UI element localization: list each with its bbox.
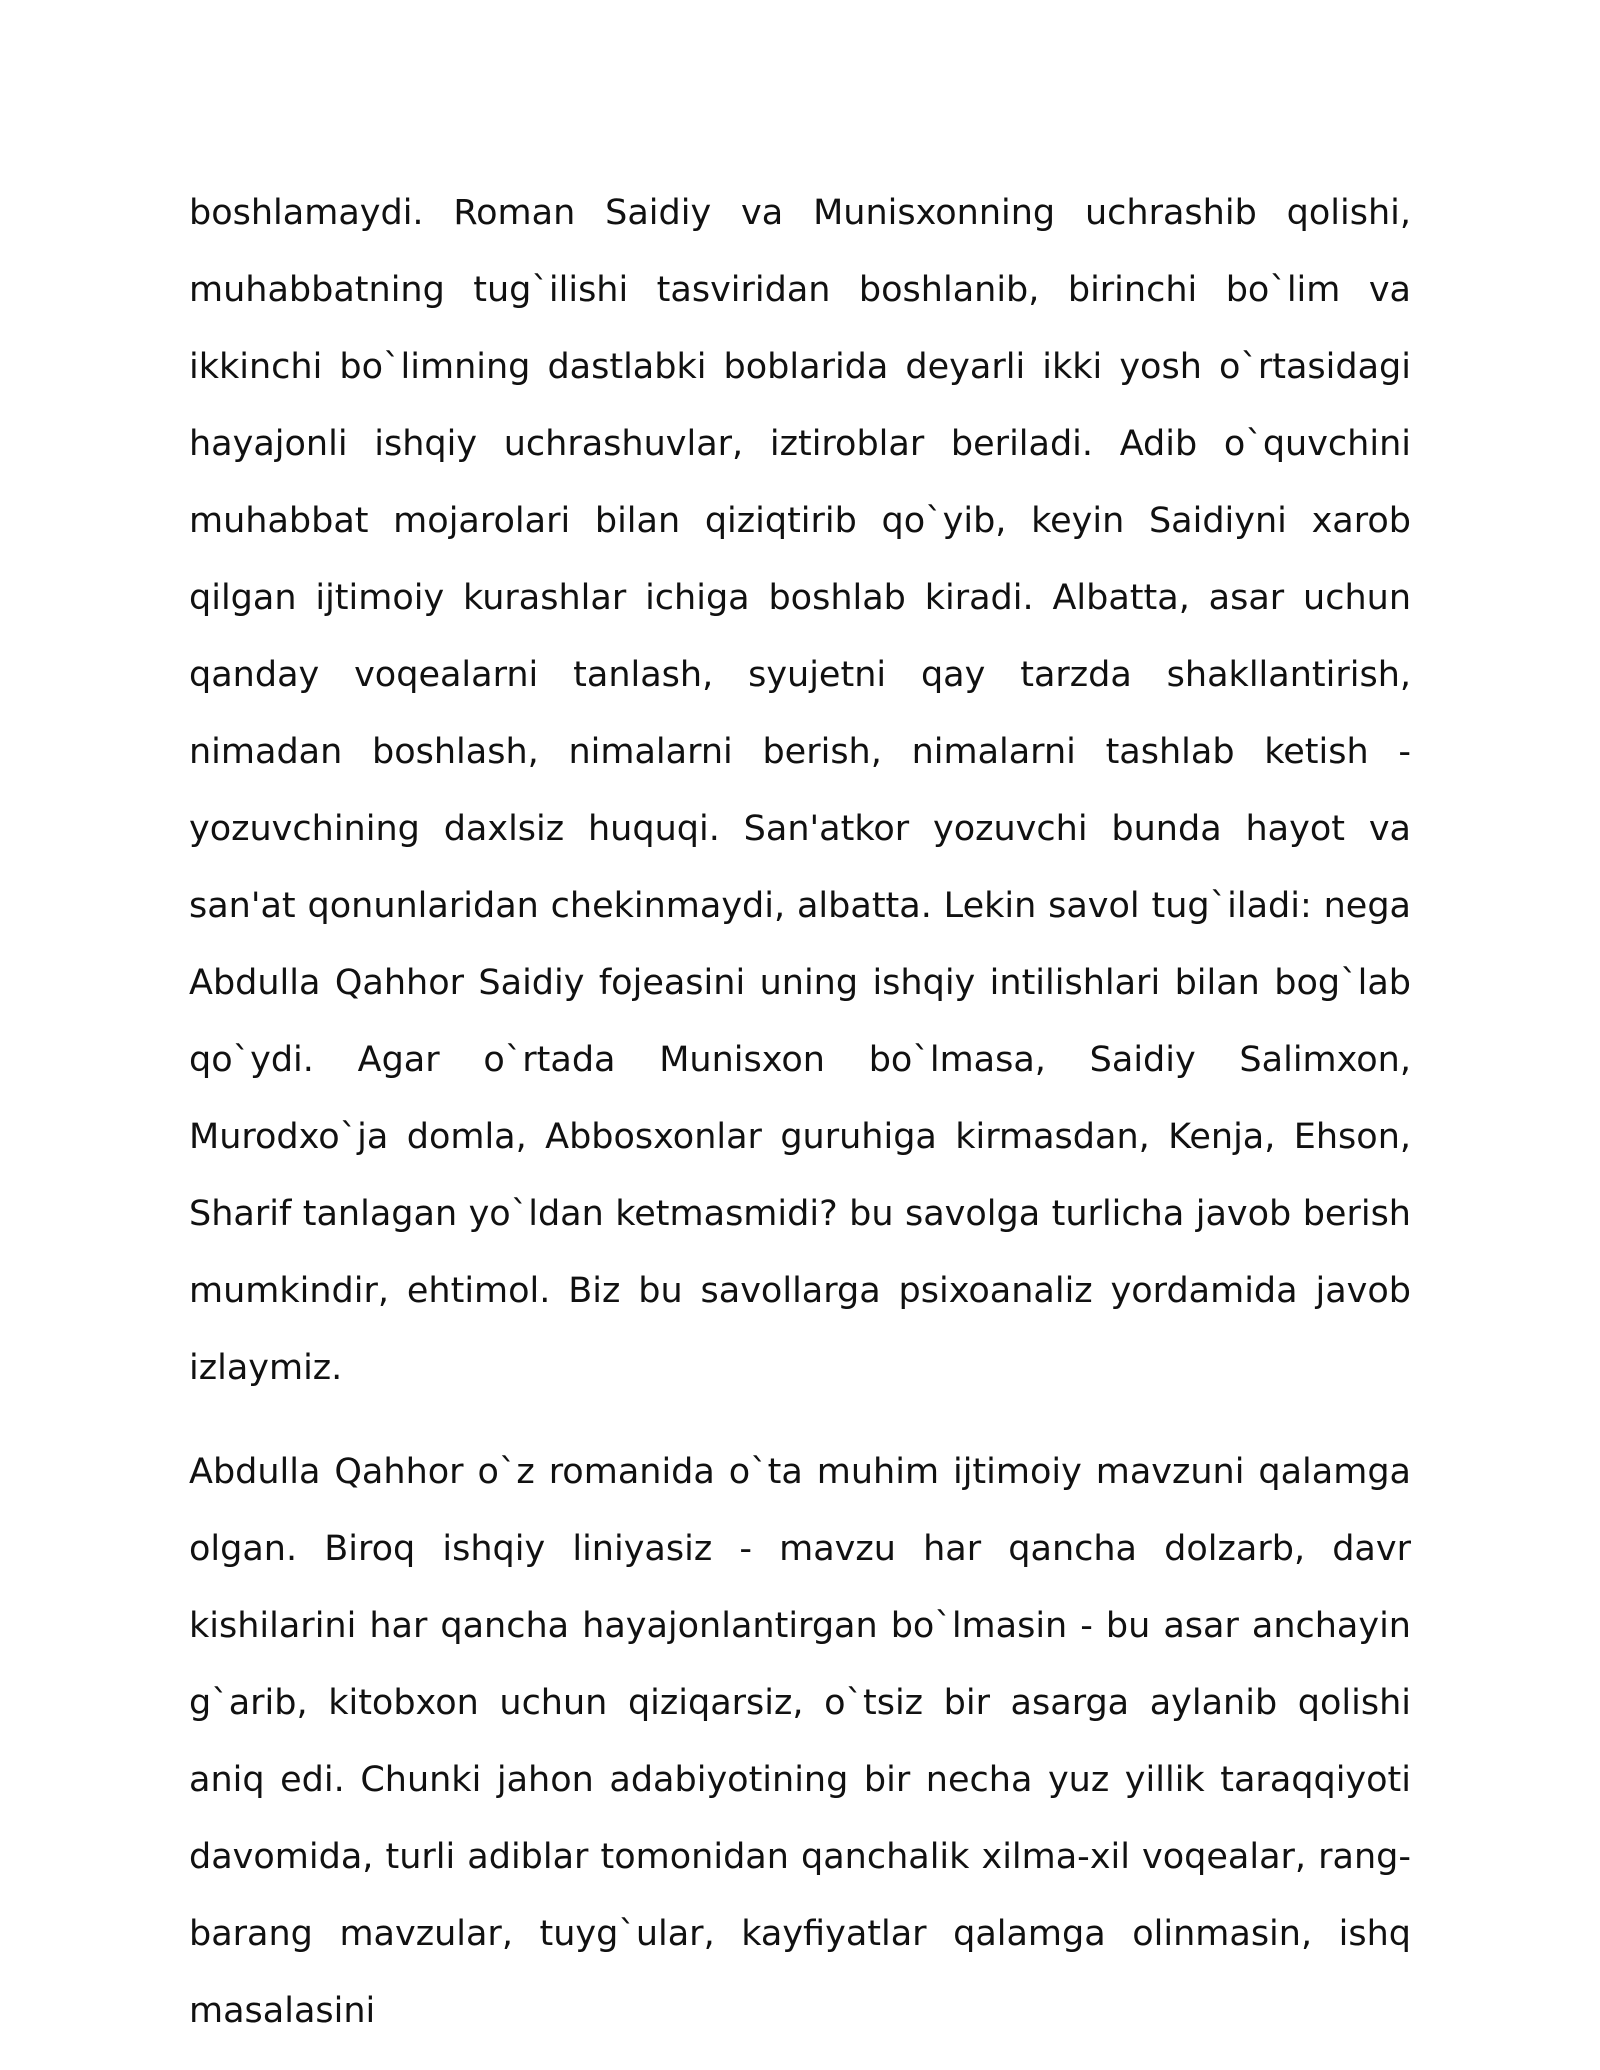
paragraph-1: boshlamaydi. Roman Saidiy va Munisxonning uchrashib qolishi, muhabbatning tug`ilishi tasviridan boshlanib, birinchi bo`lim va ikkinchi bo`limning dastlabki boblarida deyarli ikki yosh o`rtasidagi hayajonli ishqiy uchrashuvlar, iztiroblar beriladi. Adib o`quvchini muhabbat mojarolari bilan qiziqtirib qo`yib, keyin Saidiyni xarob qilgan ijtimoiy kurashlar ichiga boshlab kiradi. Albatta, asar uchun qanday voqealarni tanlash, syujetni qay tarzda shakllantirish, nimadan boshlash, nimalarni berish, nimalarni tashlab ketish - yozuvchining daxlsiz huquqi. San'atkor yozuvchi bunda hayot va san'at qonunlaridan chekinmaydi, albatta. Lekin savol tug`iladi: nega Abdulla Qahhor Saidiy fojeasini uning ishqiy intilishlari bilan bog`lab qo`ydi. Agar o`rtada Munisxon bo`lmasa, Saidiy Salimxon, Murodxo`ja domla, Abbosxonlar guruhiga kirmasdan, Kenja, Ehson, Sharif tanlagan yo`ldan ketmasmidi? bu savolga turlicha javob berish mumkindir, ehtimol. Biz bu savollarga psixoanaliz yordamida javob izlaymiz. bbox=[189, 193, 1411, 1388]
paragraph-2: Abdulla Qahhor o`z romanida o`ta muhim ijtimoiy mavzuni qalamga olgan. Biroq ishqiy liniyasiz - mavzu har qancha dolzarb, davr kishilarini har qancha hayajonlantirgan bo`lmasin - bu asar anchayin g`arib, kitobxon uchun qiziqarsiz, o`tsiz bir asarga aylanib qolishi aniq edi. Chunki jahon adabiyotining bir necha yuz yillik taraqqiyoti davomida, turli adiblar tomonidan qanchalik xilma-xil voqealar, rang-barang mavzular, tuyg`ular, kayfiyatlar qalamga olinmasin, ishq masalasini bbox=[189, 1452, 1411, 2031]
body-text bbox=[189, 175, 1411, 2050]
